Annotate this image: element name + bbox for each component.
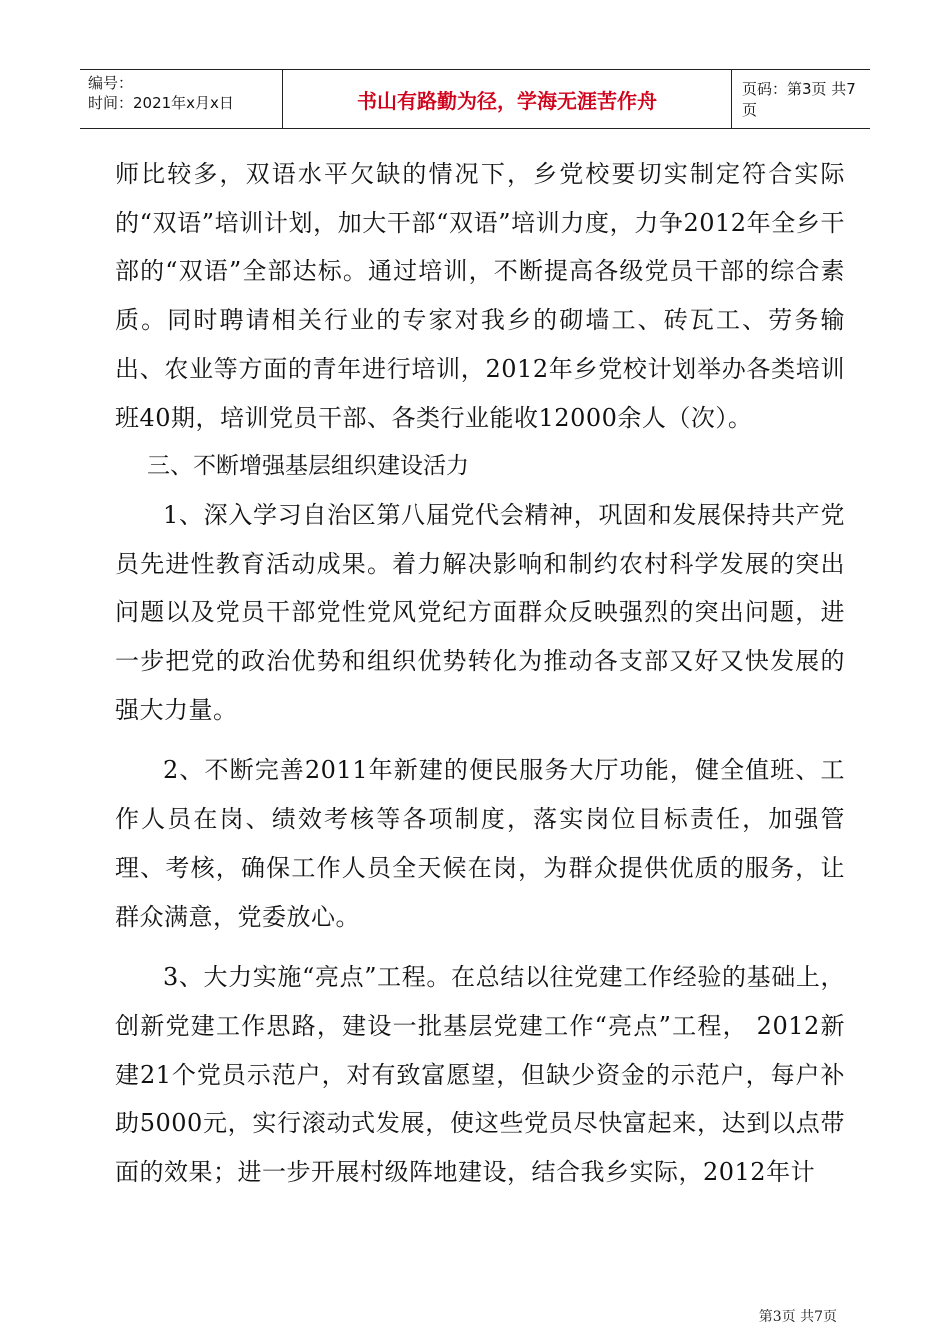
header-meta [80,70,283,128]
paragraph-training: 师比较多，双语水平欠缺的情况下，乡党校要切实制定符合实际的“双语”培训计划，加大干部“双语”培训力度，力争2012年全乡干部的“双语”全部达标。通过培训，不断提高各级党员干部的综合素质。同时聘请相关行业的专家对我乡的砌墙工、砖瓦工、劳务输出、农业等方面的青年进行培训，2012年乡党校计划举办各类培训班40期，培训党员干部、各类行业能收12000余人（次）。 [115,160,845,432]
header-page-info: 页码：第3页 共7页 [742,80,856,119]
paragraph-item-1: 1、深入学习自治区第八届党代会精神，巩固和发展保持共产党员先进性教育活动成果。着力解决影响和制约农村科学发展的突出问题以及党员干部党性党风党纪方面群众反映强烈的突出问题，进一步把党的政治优势和组织优势转化为推动各支部又好又快发展的强大力量。 [115,500,845,724]
number-label: 编号： [88,74,134,92]
header-motto: 书山有路勤为径，学海无涯苦作舟 [283,70,732,128]
time-label: 时间：2021年x月x日 [88,94,234,112]
page-footer: 第3页 共7页 [758,1309,837,1325]
document-body [115,150,845,1197]
section-heading: 三、不断增强基层组织建设活力 [147,453,469,480]
document-header [80,69,870,129]
paragraph-item-3: 3、大力实施“亮点”工程。在总结以往党建工作经验的基础上，创新党建工作思路，建设一批基层党建工作“亮点”工程， 2012新建21个党员示范户，对有致富愿望，但缺少资金的示范户，每户补助5000元，实行滚动式发展，使这些党员尽快富起来，达到以点带面的效果；进一步开展村级阵地建设，结合我乡实际，2012年计 [115,963,845,1187]
paragraph-item-2: 2、不断完善2011年新建的便民服务大厅功能，健全值班、工作人员在岗、绩效考核等各项制度，落实岗位目标责任，加强管理、考核，确保工作人员全天候在岗，为群众提供优质的服务，让群众满意，党委放心。 [115,756,845,931]
